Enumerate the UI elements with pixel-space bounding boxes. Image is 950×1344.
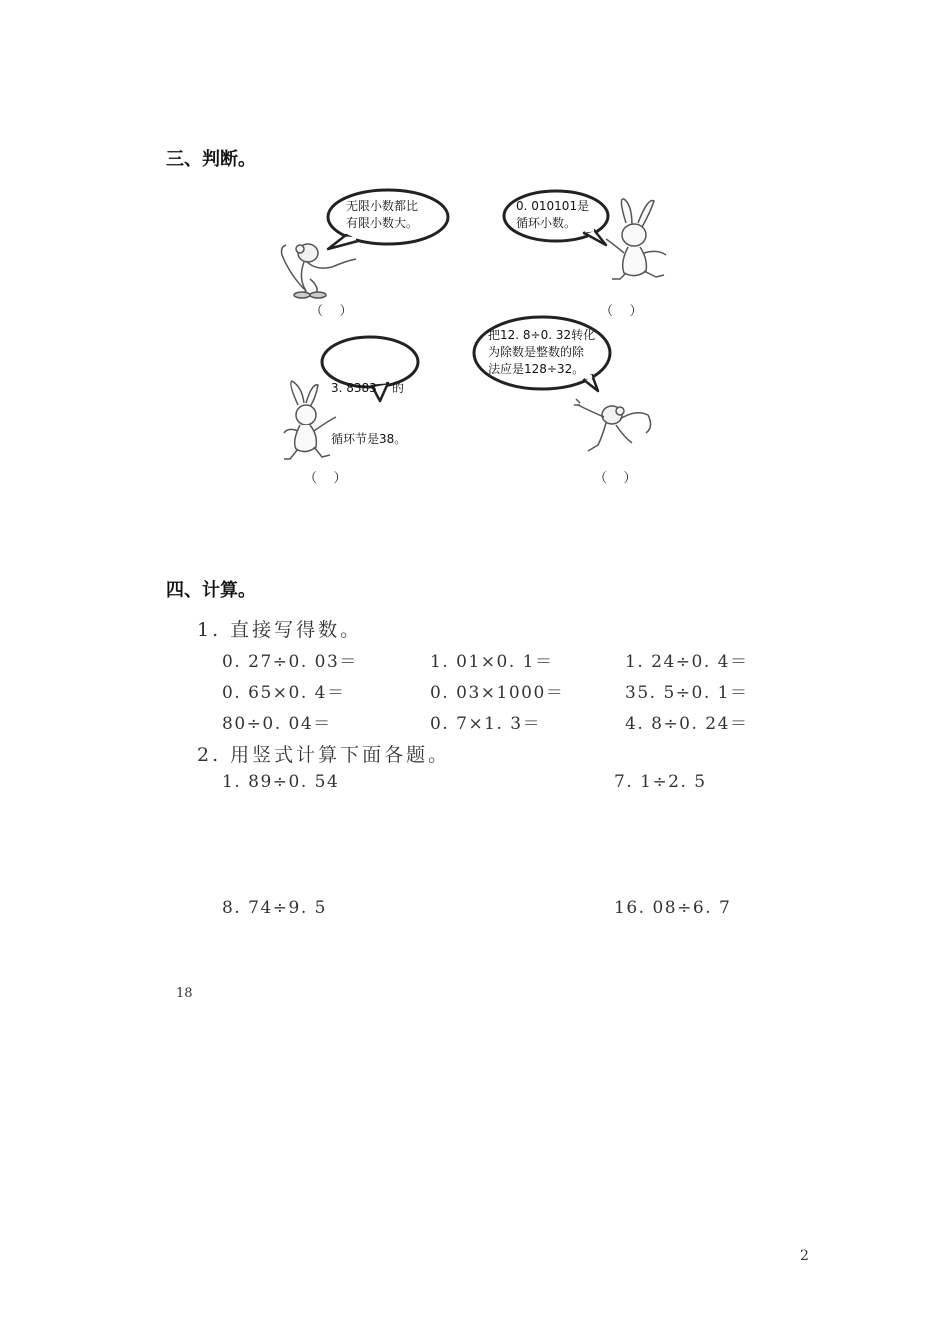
answer-blank-4[interactable]: （ ） bbox=[594, 471, 637, 486]
bubble-3-line-2: 循环节是38。 bbox=[331, 432, 407, 446]
answer-blank-2[interactable]: （ ） bbox=[600, 304, 643, 319]
bubble-2-line-1: 0. 010101是 bbox=[516, 199, 590, 213]
book-page-number: 18 bbox=[176, 986, 193, 1001]
rabbit-icon bbox=[606, 199, 666, 279]
calc-item: 1. 01×0. 1＝ bbox=[430, 652, 554, 672]
bubble-4-line-2: 为除数是整数的除 bbox=[488, 345, 585, 359]
page-number: 2 bbox=[800, 1248, 809, 1264]
rabbit-icon bbox=[284, 381, 336, 459]
bubble-1-line-1: 无限小数都比 bbox=[346, 199, 419, 213]
bubble-2-line-2: 循环小数。 bbox=[516, 216, 577, 230]
bubble-4-text bbox=[488, 327, 595, 378]
vertical-calc-item: 1. 89÷0. 54 bbox=[222, 772, 340, 792]
bubble-1-line-2: 有限小数大。 bbox=[346, 216, 419, 230]
calc-item: 0. 03×1000＝ bbox=[430, 683, 565, 703]
calc-item: 0. 7×1. 3＝ bbox=[430, 714, 542, 734]
monkey-icon bbox=[282, 244, 357, 298]
monkey-icon bbox=[574, 399, 651, 451]
section-4-title: 四、计算。 bbox=[166, 580, 256, 601]
vertical-calc-item: 8. 74÷9. 5 bbox=[222, 898, 327, 918]
answer-blank-3[interactable]: （ ） bbox=[304, 471, 347, 486]
answer-blank-1[interactable]: （ ） bbox=[310, 304, 353, 319]
question-1-title: 1. 直接写得数。 bbox=[197, 619, 363, 641]
bubble-3-line-1: 3. 8383 的 bbox=[331, 381, 405, 395]
calc-item: 1. 24÷0. 4＝ bbox=[625, 652, 749, 672]
vertical-calc-item: 16. 08÷6. 7 bbox=[614, 898, 732, 918]
vertical-calc-item: 7. 1÷2. 5 bbox=[614, 772, 707, 792]
judgment-illustration bbox=[276, 183, 679, 493]
calc-item: 0. 27÷0. 03＝ bbox=[222, 652, 358, 672]
calc-item: 4. 8÷0. 24＝ bbox=[625, 714, 749, 734]
calc-item: 80÷0. 04＝ bbox=[222, 714, 332, 734]
bubble-4-line-1: 把12. 8÷0. 32转化 bbox=[488, 328, 596, 342]
bubble-3-text bbox=[331, 346, 406, 482]
bubble-1-text bbox=[346, 198, 418, 232]
section-3-title: 三、判断。 bbox=[166, 149, 256, 170]
bubble-4-line-3: 法应是128÷32。 bbox=[488, 362, 585, 376]
bubble-2-text bbox=[516, 198, 589, 232]
calc-item: 0. 65×0. 4＝ bbox=[222, 683, 346, 703]
question-2-title: 2. 用竖式计算下面各题。 bbox=[197, 744, 451, 766]
calc-item: 35. 5÷0. 1＝ bbox=[625, 683, 749, 703]
